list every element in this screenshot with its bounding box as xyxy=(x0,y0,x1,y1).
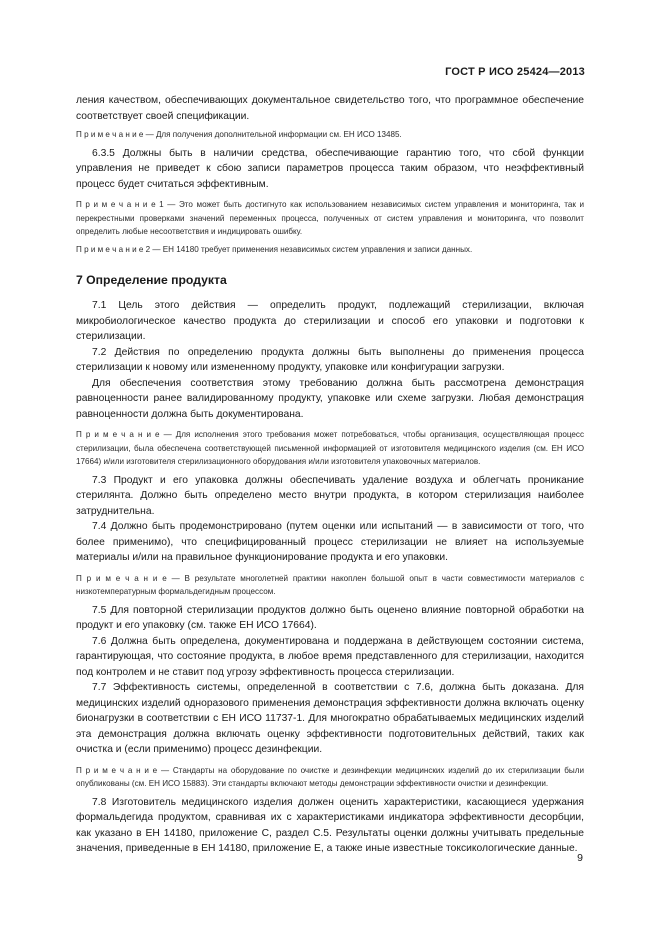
section-heading: 7 Определение продукта xyxy=(76,273,227,287)
note: П р и м е ч а н и е — Стандарты на оборудование по очистке и дезинфекции медицинских изделий до их стерилизации были опубликованы (см. ЕН ИСО 15883). Эти стандарты включают методы демонстрации эффективности очистки и дезинфекции. xyxy=(76,765,584,788)
document-header: ГОСТ Р ИСО 25424—2013 xyxy=(445,66,585,78)
paragraph: 7.8 Изготовитель медицинского изделия должен оценить характеристики, касающиеся удержания формальдегида продуктом, сравнивая их с характеристиками индикатора эффективности десорбции, как указано в ЕН 14180, приложение С, раздел С.5. Результаты оценки должны учитывать предельные значения, приведенные в ЕН 14180, приложение Е, а также иные известные токсикологические данные. xyxy=(76,796,584,854)
paragraph: 7.7 Эффективность системы, определенной в соответствии с 7.6, должна быть доказана. Для медицинских изделий одноразового применения демонстрация эффективности должна включать оценку бионагрузки в соответствии с ЕН ИСО 11737-1. Для многократно обрабатываемых медицинских изделий эта демонстрация должна включать оценку эффективности подготовительных действий, таких как очистка и (если применимо) процесс дезинфекции. xyxy=(76,682,584,755)
paragraph: 6.3.5 Должны быть в наличии средства, обеспечивающие гарантию того, что сбой функции управления не приведет к сбою записи параметров процесса таким образом, что неэффективный процесс будет считаться эффективным. xyxy=(76,147,584,190)
paragraph: 7.6 Должна быть определена, документирована и поддержана в действующем состоянии система, гарантирующая, что состояние продукта, в любое время представленного для стерилизации, находится под контролем и не ставит под угрозу эффективность процесса стерилизации. xyxy=(76,635,584,678)
note: П р и м е ч а н и е 2 — ЕН 14180 требует применения независимых систем управления и записи данных. xyxy=(76,244,473,254)
paragraph: 7.5 Для повторной стерилизации продуктов должно быть оценено влияние повторной обработки на продукт и его упаковку (см. также ЕН ИСО 17664). xyxy=(76,604,584,631)
paragraph: 7.1 Цель этого действия — определить продукт, подлежащий стерилизации, включая микробиологическое качество продукта до стерилизации и способ его упаковки и подготовки к стерилизации. xyxy=(76,300,584,342)
note: П р и м е ч а н и е 1 — Это может быть достигнуто как использованием независимых систем управления и мониторинга, так и перекрестными проверками значений переменных процесса, полученных от систем управления и мониторинга, что позволит определить любые несоответствия и индицировать ошибку. xyxy=(76,200,585,236)
note: П р и м е ч а н и е — Для исполнения этого требования может потребоваться, чтобы организация, осуществляющая процесс стерилизации, была обеспечена соответствующей письменной информацией от изготовителя медицинского изделия (см. ЕН ИСО 17664) и/или изготовителя стерилизационного оборудования и/или изготовителя упаковочных материалов. xyxy=(76,430,584,466)
paragraph: 7.2 Действия по определению продукта должны быть выполнены до применения процесса стерилизации к новому или измененному продукту, упаковке или конфигурации загрузки. xyxy=(76,346,584,373)
paragraph: 7.4 Должно быть продемонстрировано (путем оценки или испытаний — в зависимости от того, что более применимо), что специфицированный процесс стерилизации не влияет на используемые материалы и/или на правильное функционирование продукта и его упаковки. xyxy=(76,521,584,563)
paragraph: ления качеством, обеспечивающих документальное свидетельство того, что программное обеспечение соответствует своей спецификации. xyxy=(76,95,584,122)
paragraph: Для обеспечения соответствия этому требованию должна быть рассмотрена демонстрация равноценности ранее валидированному продукту, упаковке или схеме загрузки. Любая демонстрация равноценности должна быть документирована. xyxy=(76,377,584,420)
paragraph: 7.3 Продукт и его упаковка должны обеспечивать удаление воздуха и облегчать проникание стерилянта. Должно быть определено место внутри продукта, в котором стерилизация наиболее затруднительна. xyxy=(76,474,584,517)
note: П р и м е ч а н и е — Для получения дополнительной информации см. ЕН ИСО 13485. xyxy=(76,130,402,139)
note: П р и м е ч а н и е — В результате многолетней практики накоплен большой опыт в части совместимости материалов с низкотемпературным формальдегидным процессом. xyxy=(76,573,585,596)
page-number: 9 xyxy=(577,852,583,864)
document-body xyxy=(76,93,584,857)
